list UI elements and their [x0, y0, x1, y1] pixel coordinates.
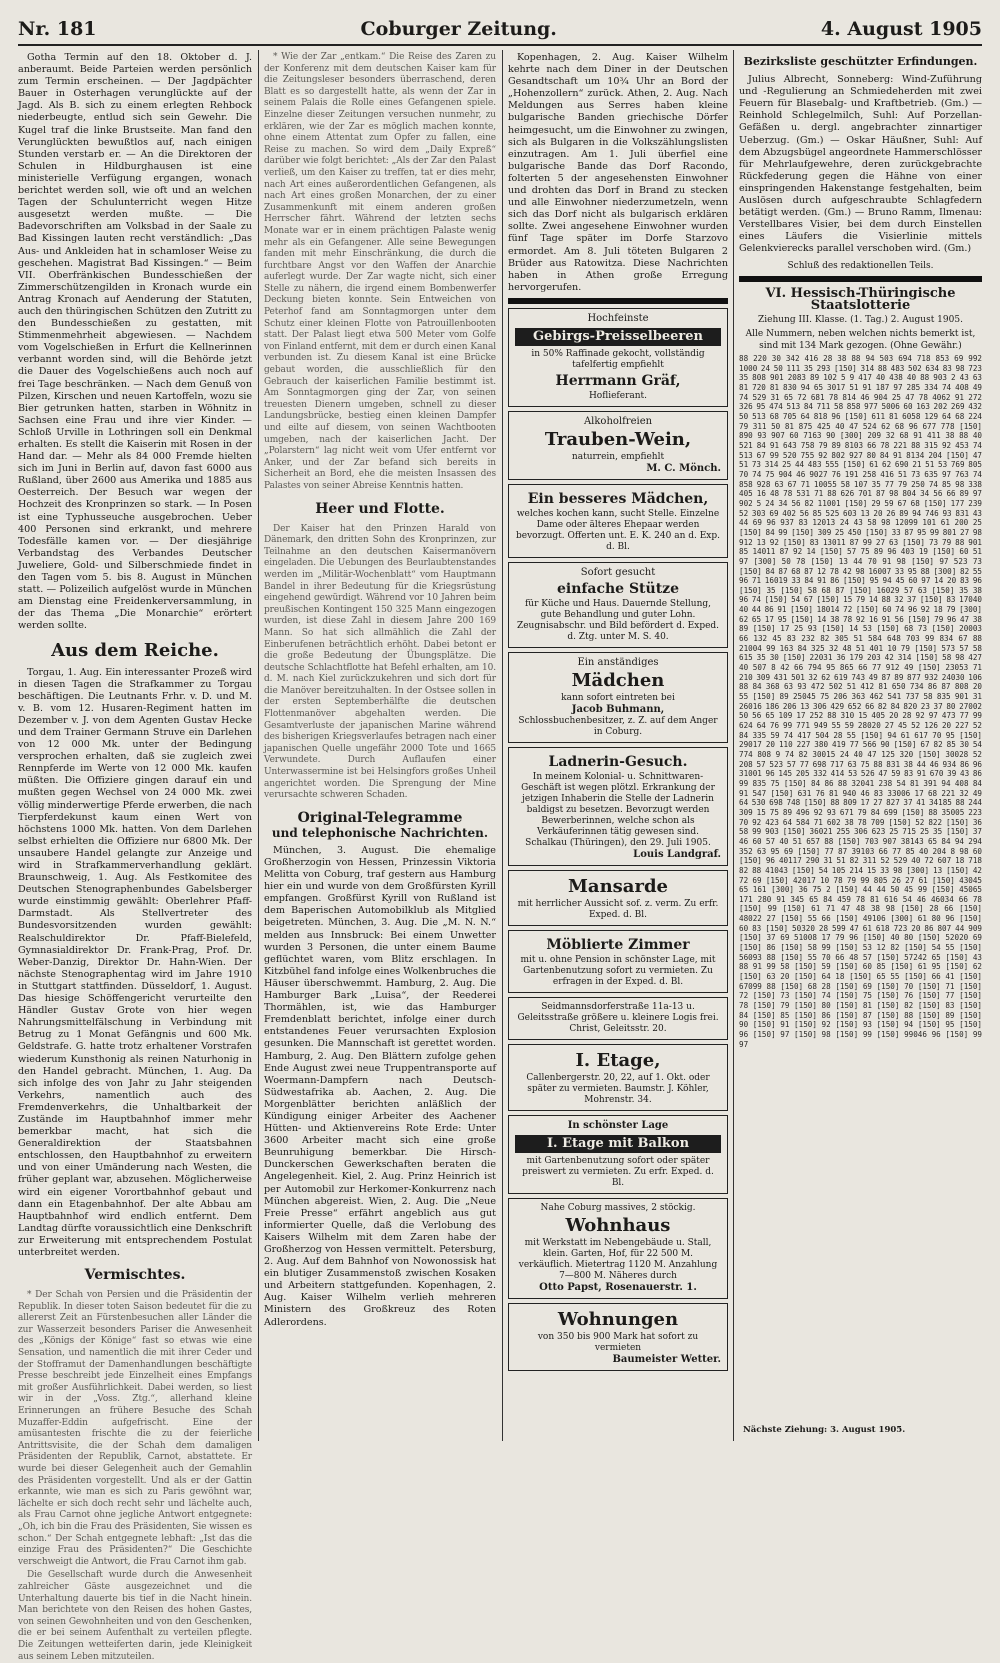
lottery-title: VI. Hessisch-Thüringische Staatslotterie — [765, 285, 956, 313]
ad-title: Wohnungen — [557, 1308, 679, 1330]
ad-text: Seidmannsdorferstraße 11a-13 u. Geleitsstraße größere u. kleinere Logis frei. Christ, Geleitsstr. 20. — [517, 1001, 719, 1034]
ad-title: Ladnerin-Gesuch. — [548, 753, 688, 770]
ad-kicker: In schönster Lage — [567, 1119, 669, 1131]
ad-maedchen-stelle — [508, 484, 728, 558]
ad-kicker: Ein anständiges — [577, 656, 659, 668]
ad-text: von 350 bis 900 Mark hat sofort zu vermieten — [537, 1331, 699, 1353]
column-4 — [739, 52, 982, 1422]
column-1 — [18, 52, 252, 1662]
ad-seller-role: Schlossbuchenbesitzer, z. Z. auf dem Anger in Coburg. — [518, 715, 718, 737]
lottery-note: Alle Nummern, neben welchen nichts bemerkt ist, sind mit 134 Mark gezogen. (Ohne Gewähr.) — [745, 328, 976, 351]
ad-kicker: Hochfeinste — [587, 312, 649, 324]
ad-logis — [508, 997, 728, 1040]
patent-list-paragraph: Julius Albrecht, Sonneberg: Wind-Zuführung und -Regulierung an Schmiedeherden mit zwei Feuern für Blasebalg- und Kraftbetrieb. (Gm.) — Reinhold Schlegelmilch, Suhl: Auf Porzellan-Gefäßen u. dergl. angebrachter zinnartiger Ueberzug. (Gm.) — Oskar Häußner, Suhl: Auf dem Abzugsbügel angeordnete Hammerschlösser für Mehrlaufgewehre, deren zurückgebrachte Rückfederung gegen die Hähne von einer einspringenden Hakenstange festgehalten, beim Auslösen durch aufgeschraubte Schlagfedern betätigt werden. (Gm.) — Bruno Ramm, Ilmenau: Verstellbares Visier, bei dem durch Einstellen eines Läufers die Visierlinie mittels Gelenkvierecks parallel verschoben wird. (Gm.) — [739, 74, 982, 255]
section-title-telegramme: Original-Telegramme — [297, 809, 463, 826]
ad-etage — [508, 1044, 728, 1111]
lottery-draw-info: Ziehung III. Klasse. (1. Tag.) 2. August 1905. — [758, 314, 963, 325]
lottery-rule — [739, 276, 982, 282]
patent-list-title: Bezirksliste geschützter Erfindungen. — [743, 55, 978, 68]
ad-seller: Herrmann Gräf, — [555, 372, 681, 389]
ad-text: mit u. ohne Pension in schönster Lage, mit Gartenbenutzung sofort zu vermieten. Zu erfragen in der Exped. d. Bl. — [520, 954, 716, 987]
ad-seller: Jacob Buhmann, — [571, 703, 665, 715]
ad-title: I. Etage, — [575, 1049, 661, 1071]
masthead-rule — [18, 44, 982, 46]
column-3 — [508, 52, 728, 1442]
ad-kicker: Nahe Coburg massives, 2 stöckig. — [540, 1202, 696, 1213]
ad-wohnhaus — [508, 1198, 728, 1299]
vermischtes-continued: Die Gesellschaft wurde durch die Anwesenheit zahlreicher Gäste ausgezeichnet und die Unterhaltung dauerte bis tief in die Nacht hinein. Man berichtete von den Reisen des hohen Gastes, von seinen Gewohnheiten und von den Geschenken, die er bei seinem Aufenthalt zu verteilen pflegte. Die Zeitungen wetteiferten darin, jede Kleinigkeit aus seinem Leben mitzuteilen. — [18, 1570, 252, 1662]
ad-text: Callenbergerstr. 20, 22, auf 1. Okt. oder später zu vermieten. Baumstr. J. Köhler, Mohrenstr. 34. — [526, 1072, 710, 1105]
ad-ladnerin — [508, 747, 728, 866]
section-title-heer: Heer und Flotte. — [315, 500, 445, 517]
ad-preisselbeeren — [508, 308, 728, 407]
section-subtitle-telegramme: und telephonische Nachrichten. — [271, 825, 489, 840]
ad-title: Mansarde — [568, 875, 668, 897]
ad-title: Ein besseres Mädchen, — [527, 490, 709, 507]
ad-product: Trauben-Wein, — [544, 428, 692, 450]
column-divider — [502, 50, 503, 1441]
ad-text: mit Werkstatt im Nebengebäude u. Stall, klein. Garten, Hof, für 22 500 M. verkäuflich. Mietertrag 1120 M. Anzahlung 7—800 M. Näheres durch — [518, 1237, 718, 1281]
ad-etage-balkon — [508, 1115, 728, 1194]
ad-text: mit Gartenbenutzung sofort oder später preiswert zu vermieten. Zu erfr. Exped. d. Bl. — [522, 1155, 714, 1188]
ad-product: Gebirgs-Preisselbeeren — [515, 328, 721, 346]
telegram-paragraph: München, 3. August. Die ehemalige Großherzogin von Hessen, Prinzessin Viktoria Melitta von Coburg, traf gestern aus Hamburg hier ein und wurde von dem Großfürsten Kyrill empfangen. Großfürst Kyrill von Rußland ist dem Baperischen Automobilklub als Mitglied beigetreten. München, 3. Aug. Die „M. N. N.“ melden aus Innsbruck: Bei einem Unwetter wurden 3 Personen, die unter einem Baume geflüchtet waren, vom Blitz erschlagen. In Kitzbühel fand infolge eines Wolkenbruches die Häuser überschwemmt. Hamburg, 2. Aug. Die Hamburger Bark „Luisa“, der Reederei Thormählen, ist, wie das Hamburger Fremdenblatt berichtet, infolge einer durch entstandenes Feuer verursachten Explosion gesunken. Die Mannschaft ist gerettet worden. Hamburg, 2. Aug. Den Blättern zufolge gehen Ende August zwei neue Truppentransporte auf Woermann-Dampfern nach Deutsch-Südwestafrika ab. Aachen, 2. Aug. Die Morgenblätter berichten anläßlich der Kündigung einiger Arbeiter des Aachener Hütten- und Aktienvereins Rote Erde: Unter 3600 Arbeiter macht sich eine große Beunruhigung bemerkbar. Die Hirsch-Dunckerschen Gewerkschaften beraten die Angelegenheit. Kiel, 2. Aug. Prinz Heinrich ist per Automobil zur Herkomer-Konkurrenz nach München abgereist. Wien, 2. Aug. Die „Neue Freie Presse“ erfährt angeblich aus gut informierter Quelle, daß die Verlobung des Kaisers Wilhelm mit dem Zaren habe der Großherzog von Hessen vermittelt. Petersburg, 2. Aug. Auf dem Bahnhof von Nowonossisk hat ein blutiger Zusammenstoß zwischen Kosaken und Arbeitern stattgefunden. Kopenhagen, 2. Aug. Kaiser Wilhelm verlieh mehreren Ministern des Großkreuz des Roten Adlerordens. — [264, 844, 496, 1328]
ad-place-date: Schalkau (Thüringen), den 29. Juli 1905. — [525, 837, 711, 848]
section-title-vermischtes: Vermischtes. — [84, 1267, 186, 1284]
ad-mansarde — [508, 870, 728, 926]
ad-seller: Baumeister Wetter. — [612, 1353, 721, 1365]
ad-kicker: Alkoholfreien — [583, 415, 653, 427]
newspaper-title: Coburger Zeitung. — [360, 18, 557, 40]
ad-seller: M. C. Mönch. — [646, 462, 721, 474]
ad-traubenwein — [508, 411, 728, 480]
next-draw-note: Nächste Ziehung: 3. August 1905. — [743, 1425, 906, 1435]
reich-paragraph: Torgau, 1. Aug. Ein interessanter Prozeß wird in diesen Tagen die Strafkammer zu Torgau beschäftigen. Die Leutnants Frhr. v. D. und M. v. B. vom 12. Husaren-Regiment hatten im Dezember v. J. von dem Agenten Gustav Hecke und dem Trainer Germann Struve ein Darlehen von 12 000 Mk. unter der Bedingung versprochen erhalten, daß sie zugleich zwei Rennpferde im Werte von 12 000 Mk. kaufen müßten. Die Offiziere gingen darauf ein und mußten gegen Wechsel von 24 000 Mk. zwei völlig minderwertige Pferde erwerben, die nach Tierpferdekunst kaum einen Wert von höchstens 1000 Mk. hatten. Von dem Darlehen selbst erhielten die Offiziere nur 6800 Mk. Der unsaubere Handel gelangte zur Anzeige und wird in Strafkammerverhandlung geklärt. Braunschweig, 1. Aug. Als Festkomitee des Deutschen Stenographenbundes Gabelsberger wurde einstimmig gewählt: Oberlehrer Pfaff-Darmstadt. Als Stellvertreter des Bundesvorsitzenden wurden gewählt: Realschuldirektor Dr. Pfaff-Bielefeld, Gymnasialdirektor Dr. Frank-Prag, Prof. Dr. Weber-Danzig, Direktor Dr. Hahn-Wien. Der nächste Stenographentag wird im Jahre 1910 in Stuttgart stattfinden. Düsseldorf, 1. August. Das hiesige Schöffengericht verurteilte den Händler Gustav Grote von hier wegen Nahrungsmittelfälschung in Verbindung mit Betrug zu 1 Monat Gefängnis und 600 Mk. Geldstrafe. G. hatte trotz erhaltener Vorstrafen wiederum Kunsthonig als reinen Naturhonig in den Handel gebracht. München, 1. Aug. Da sich infolge des von Jahr zu Jahr steigenden Verkehrs, namentlich auch des Fremdenverkehrs, die Unhaltbarkeit der Zustände im Hauptbahnhof immer mehr bemerkbar macht, hat sich die Generaldirektion der Staatsbahnen entschlossen, den Hauptbahnhof zu erweitern und von einer Umänderung nach Westen, die früher geplant war, abzusehen. Möglicherweise wird ein eigener Vorortbahnhof gebaut und dann ein Etagenbahnhof. Der alte Abbau am Hauptbahnhof wird endlich entfernt. Dem Landtag dürfte voraussichtlich eine Denkschrift zur Erweiterung mit entsprechendem Postulat unterbreitet werden. — [18, 666, 252, 1258]
ad-text: in 50% Raffinade gekocht, vollständig tafelfertig empfiehlt — [531, 348, 705, 370]
heer-paragraph: Der Kaiser hat den Prinzen Harald von Dänemark, den dritten Sohn des Kronprinzen, zur Teilnahme an den deutschen Kaisermanövern eingeladen. Die Uebungen des Beurlaubtenstandes werden im „Militär-Wochenblatt“ vom Hauptmann Bandel in ihrer Bedeutung für die Kriegsrüstung eingehend gewürdigt. Während vor 10 Jahren beim preußischen Kontingent 150 325 Mann eingezogen wurden, ist diese Zahl in diesem Jahre 200 169 Mann. So hat sich allmählich die Zahl der Einberufenen beträchtlich erhöht. Dabei betont er die große Bedeutung der Übungsplätze. Die deutsche Schlachtflotte hat Befehl erhalten, am 10. d. M. nach Kiel zurückzukehren und sich dort für die Manöver bereitzuhalten. In der Ostsee sollen in der ersten Septemberhälfte die deutschen Flottenmanöver abgehalten werden. Die Gesamtverluste der japanischen Marine während des bisherigen Kriegsverlaufes betragen nach einer japanischen Quelle ungefähr 2000 Tote und 1665 Verwundete. Durch Auflaufen einer Unterwassermine ist bei Helsingfors großes Unheil angerichtet worden. Die Sprengung der Mine verursachte schweren Schaden. — [264, 523, 496, 801]
ad-text: kann sofort eintreten bei — [561, 692, 675, 703]
ad-maedchen-buhmann — [508, 652, 728, 743]
zar-paragraph: * Wie der Zar „entkam.“ Die Reise des Zaren zu der Konferenz mit dem deutschen Kaiser kam für die Zeitungsleser besonders überraschend, deren Blatt es so dargestellt hatte, als wenn der Zar in seinem Palais die Rolle eines Gefangenen spiele. Einzelne dieser Zeitungen versuchen nunmehr, zu erklären, wie der Zar es möglich machen konnte, ohne einem Attentat zum Opfer zu fallen, eine Reise zu machen. So wird dem „Daily Expreß“ darüber wie folgt berichtet: „Als der Zar den Palast verließ, um den Kaiser zu treffen, tat er dies mehr, nach Art eines außerordentlichen Gefangenen, als nach Art eines großen Monarchen, der zu einer Zusammenkunft mit einem anderen großen Herrscher fährt. Während der letzten sechs Monate war er in einem prächtigen Palaste wenig mehr als ein Gefangener. Alle seine Bewegungen fanden mit mehr Einschränkung, die durch die furchtbare Angst vor den Waffen der Anarchie auferlegt wurde. Der Zar wagte nicht, sich einer Stelle zu nähern, die irgend einem Bombenwerfer Deckung bieten konnte. Sein Entweichen von Peterhof fand am Sonntagmorgen unter dem Schutz einer kleinen Flotte von Patrouillenbooten statt. Der Palast liegt etwa 500 Meter vom Golfe von Finland entfernt, mit dem er durch einen Kanal verbunden ist. Zu diesem Kanal ist eine Brücke gebaut worden, die ausschließlich für den Gebrauch der kaiserlichen Familie bestimmt ist. Am Sonntagmorgen ging der Zar, von seinen treuesten Dienern umgeben, schnell zu dieser Landungsbrücke, bestieg einen kleinen Dampfer und eilte auf diesem, von seinen Wachtbooten umgeben, nach der kaiserlichen Jacht. Der „Polarstern“ lag nicht weit vom Ufer entfernt vor Anker, und der Zar befand sich bereits in Sicherheit an Bord, ehe die meisten Insassen des Palastes von seiner Abreise Kenntnis hatten. — [264, 52, 496, 491]
issue-number: Nr. 181 — [18, 18, 97, 40]
editorial-end-note: Schluß des redaktionellen Teils. — [787, 260, 934, 271]
ad-title: Möblierte Zimmer — [546, 936, 690, 953]
section-title-reich: Aus dem Reiche. — [51, 639, 219, 661]
column-2 — [264, 52, 496, 1442]
ad-seller-role: Hoflieferant. — [588, 390, 648, 401]
ad-title: einfache Stütze — [556, 580, 680, 597]
ad-text: welches kochen kann, sucht Stelle. Einzelne Dame oder älteres Ehepaar werden bevorzugt. Offerten unt. E. K. 240 an d. Exp. d. Bl. — [515, 508, 720, 552]
ad-wohnungen — [508, 1303, 728, 1371]
foreign-news-paragraph: Kopenhagen, 2. Aug. Kaiser Wilhelm kehrte nach dem Diner in der Deutschen Gesandtschaft um 10¾ Uhr an Bord der „Hohenzollern“ zurück. Athen, 2. Aug. Nach Meldungen aus Serres haben kleine bulgarische Banden griechische Dörfer heimgesucht, um die Einwohner zu zwingen, sich als Bulgaren in die Volkszählungslisten einzutragen. Am 1. Juli überfiel eine bulgarische Bande das Dorf Racondo, folterten 5 der angesehensten Einwohner und drohten das Dorf in Brand zu stecken und alle Einwohner niederzumetzeln, wenn sich das Dorf nicht als bulgarisch erklären sollte. Zwei angesehene Einwohner wurden fünf Tage später im Dorfe Starzovo ermordet. Am 8. Juli töteten Bulgaren 2 Brüder aus Ratowitza. Diese Nachrichten haben in Athen große Erregung hervorgerufen. — [508, 52, 728, 293]
ad-section-rule — [508, 298, 728, 304]
ad-text: für Küche und Haus. Dauernde Stellung, gute Behandlung und guter Lohn. Zeugnisabschr. und Bild befördert d. Exped. d. Ztg. unter M. S. 40. — [516, 598, 720, 642]
ad-title: I. Etage mit Balkon — [515, 1135, 721, 1153]
ad-stuetze — [508, 562, 728, 648]
ad-text: mit herrlicher Aussicht sof. z. verm. Zu erfr. Exped. d. Bl. — [517, 898, 719, 920]
ad-text: In meinem Kolonial- u. Schnittwaren-Geschäft ist wegen plötzl. Erkrankung der jetzigen Inhaberin die Stelle der Ladnerin baldigst zu besetzen. Bevorzugt werden Bewerberinnen, welche schon als Verkäuferinnen tätig gewesen sind. — [521, 771, 715, 837]
vermischtes-paragraph: * Der Schah von Persien und die Präsidentin der Republik. In dieser toten Saison bedeutet für die zu allererst Zeit an Fürstenbesuchen aller Länder die zur Wasserzeit besonders Pariser die Anwesenheit des „Königs der Könige“ fast so etwas wie eine Sensation, und namentlich die mit ihrer Ceder und der Stofframut der Damenhandlungen beschäftigte Presse beschreibt jede Einzelheit eines Empfangs mit großer Ausführlichkeit. Dabei werden, so liest wir in der „Voss. Ztg.“, allerhand kleine Erinnerungen an frühere Besuche des Schah Muzaffer-Eddin aufgefrischt. Eine der amüsantesten frischte die zu der feierliche Antrittsvisite, die der Schah dem damaligen Präsidenten der Republik, Carnot, abstattete. Er wurde bei dieser Gelegenheit auch der Gemahlin des Präsidenten vorgestellt. Und als er der Gattin erkannte, wie man es sich zu Paris gewöhnt war, lächelte er sich doch recht sehr und lächelte auch, als Frau Carnot ohne jegliche Antwort entgegnete: „Oh, ich bin die Frau des Präsidenten, Sie wissen es schon.“ Der Schah entgegnete lebhaft: „Ist das die einzige Frau des Präsidenten?“ Die Geschichte verschweigt die Antwort, die Frau Carnot ihm gab. — [18, 1290, 252, 1567]
ad-seller: Otto Papst, Rosenauerstr. 1. — [539, 1281, 697, 1293]
ad-seller: Louis Landgraf. — [633, 848, 721, 860]
ad-text: naturrein, empfiehlt — [571, 451, 665, 462]
column-divider — [733, 50, 734, 1441]
local-news-paragraph: Gotha Termin auf den 18. Oktober d. J. anberaumt. Beide Parteien werden persönlich zum Termin erscheinen. — Der Jagdpächter Bauer in Osterhagen verunglückte auf der Jagd. Als B. sich zu einem erlegten Rehbock niederbeugte, entlud sich sein Gewehr. Die Kugel traf die linke Brustseite. Man fand den Verunglückten bewußtlos auf, nach einigen Stunden verstarb er. — An die Direktoren der Schulen in Hildburghausen ist eine ministerielle Verfügung ergangen, wonach berichtet werden soll, wie oft und an welchen Tagen der Schulunterricht wegen Hitze ausgesetzt werden mußte. — Die Badevorschriften am Volksbad in der Saale zu Bad Kissingen lauten recht verständlich: „Das Aus- und Ankleiden hat in schamloser Weise zu geschehen. Magistrat Bad Kissingen.“ — Beim VII. Oberfränkischen Bundesschießen der Zimmerschützengilden in Kronach wurde ein Antrag Kronach auf Aenderung der Statuten, auch den thüringischen Schützen den Zutritt zu den Bundesschießen zu gestatten, mit Stimmenmehrheit abgewiesen. — Nachdem vom Vogelschießen in Erfurt die Kellnerinnen verbannt worden sind, will die Behörde jetzt die Dauer des Vogelschießens auch noch auf frei Tage beschränken. — Nach dem Genuß von Pilzen, Kirschen und neuen Kartoffeln, wozu sie Bier getrunken hatten, starben in Wöhnitz in Sachsen eine Frau und ihre vier Kinder. — Schloß Urville in Lothringen soll ein Denkmal erhalten. Es stellt die Kaiserin mit Rosen in der Hand dar. — Mehr als 84 000 Fremde hielten sich im Juni in Berlin auf, davon fast 6000 aus Rußland, über 2600 aus Amerika und 1885 aus Oesterreich. Der Besuch war wegen der Hochzeit des Kronprinzen so stark. — In Posen ist eine Typhusseuche ausgebrochen. Ueber 400 Personen sind erkrankt, und mehrere Todesfälle kamen vor. — Der diesjährige Verbandstag des Verbandes Deutscher Juweliere, Gold- und Silberschmiede findet in den Tagen vom 5. bis 8. August in München statt. — Polizeilich aufgelöst wurde in München am Dienstag eine Freidenkerversammlung, in der das Thema „Die Monarchie“ erörtert werden sollte. — [18, 52, 252, 632]
column-divider — [258, 50, 259, 1441]
issue-date: 4. August 1905 — [820, 18, 982, 40]
lottery-numbers: 88 220 30 342 416 28 38 88 94 503 694 718 853 69 992 1000 24 50 111 35 293 [150] 314 88 483 502 634 83 98 723 35 808 901 2083 89 102 5 9 417 40 438 40 88 903 2 43 63 81 720 81 830 94 65 3017 51 91 187 97 285 334 74 408 49 74 529 31 65 72 681 78 814 46 904 25 47 78 4062 91 272 326 95 474 513 84 711 58 858 977 5006 60 163 202 269 432 50 513 68 705 64 818 96 [150] 611 81 6058 129 64 68 224 79 311 50 81 875 425 40 47 524 62 68 96 677 778 [150] 890 93 907 60 7163 90 [300] 209 32 68 91 411 38 88 40 521 84 91 643 758 79 89 8103 66 78 221 88 315 92 453 74 513 67 99 520 755 92 802 927 80 84 91 8134 204 [150] 47 51 73 314 25 44 483 555 [150] 61 62 690 21 51 53 769 805 70 74 75 904 46 9027 76 191 258 416 51 73 635 97 763 74 858 928 63 67 71 10055 58 107 35 77 79 250 74 85 98 338 405 16 48 78 531 71 88 626 701 87 98 804 34 56 66 89 97 902 5 24 34 56 82 11001 [150] 29 59 67 68 [150] 177 239 52 303 69 402 56 85 525 603 13 20 26 89 94 746 93 831 43 44 69 96 937 83 12013 24 43 58 98 12099 101 61 200 25 [150] 84 99 [150] 309 25 450 [150] 33 87 95 99 801 27 98 912 13 92 [150] 83 13011 87 99 27 63 [150] 73 79 88 901 85 14011 87 92 14 [150] 57 75 89 96 403 19 [150] 60 51 97 [300] 50 78 [150] 13 44 70 91 98 [150] 97 523 73 [150] 84 87 68 87 12 78 42 98 16007 33 95 88 [300] 82 55 96 71 16019 33 84 91 86 [150] 95 94 45 60 97 14 20 83 96 [150] 35 [150] 58 68 87 [150] 16029 57 63 [150] 35 38 96 74 [150] 54 67 [150] 15 79 14 88 32 37 [150] 83 17040 40 44 86 91 [150] 18014 72 [150] 60 74 96 92 18 79 [300] 62 65 17 95 [150] 14 38 78 92 16 91 56 [150] 79 96 47 38 89 [150] 17 25 93 [150] 14 53 [150] 68 73 [150] 20003 66 132 45 83 232 82 305 51 584 648 703 99 834 67 88 21004 99 163 84 325 32 48 51 401 10 79 [150] 573 57 58 615 35 30 [150] 22031 36 179 203 42 314 [150] 58 98 427 40 507 8 42 66 794 95 865 66 77 912 49 [150] 23053 71 210 309 431 501 32 62 619 743 49 87 89 877 932 24030 106 88 84 368 63 93 472 502 51 412 81 650 734 86 87 808 20 55 [150] 89 25045 75 206 363 462 541 737 58 835 901 31 26016 186 206 13 306 429 652 66 82 84 820 23 37 80 27002 50 56 65 109 17 252 88 310 15 405 20 28 92 97 473 77 99 624 64 76 99 771 949 55 59 28020 27 45 52 126 20 227 52 84 335 59 74 417 504 28 55 [150] 94 61 617 70 95 [150] 29017 20 110 227 380 419 77 566 90 [150] 67 82 85 30 54 774 808 9 74 82 30015 24 40 47 125 320 [150] 30028 52 208 57 523 57 77 698 717 63 75 88 831 38 44 46 934 86 96 31001 96 145 205 332 414 53 526 47 59 83 91 670 39 43 86 99 835 75 [150] 84 86 88 32041 238 54 81 391 94 408 84 91 547 [150] 631 76 81 940 46 83 33006 17 68 221 32 49 64 530 698 748 [150] 88 809 17 27 827 37 41 34185 88 244 309 15 75 89 496 92 93 671 79 84 699 [150] 88 35005 223 70 92 423 64 584 71 602 38 78 709 [150] 52 822 [150] 36 58 99 903 [150] 36021 255 306 623 25 715 25 35 [150] 37 46 60 57 40 51 657 88 [150] 703 907 38143 65 84 94 294 352 63 95 69 [150] 77 87 39103 66 77 85 40 204 8 98 60 [150] 96 40117 290 31 51 82 311 52 529 40 72 607 18 718 82 88 41043 [150] 54 105 214 15 33 98 [300] 13 [150] 42 72 69 [150] 42017 10 78 79 99 805 26 27 61 [150] 43045 65 161 [300] 36 75 2 [150] 44 44 50 45 99 [150] 45065 171 280 91 345 65 84 459 78 81 616 54 46 46034 66 78 [150] 99 [150] 61 71 47 48 38 98 [150] 28 66 [150] 48022 27 [150] 55 66 [150] 49106 [300] 61 80 96 [150] 60 83 [150] 50320 28 599 47 61 618 723 20 86 807 44 909 [150] 37 69 51008 17 79 96 [150] 40 80 [150] 52020 69 [150] 86 [150] 58 99 [150] 53 12 82 [150] 54 55 [150] 56093 88 [150] 55 70 66 48 57 [150] 57242 65 [150] 43 88 91 99 58 [150] 59 [150] 60 85 [150] 61 95 [150] 62 [150] 63 20 [150] 64 18 [150] 65 55 [150] 66 41 [150] 67099 88 [150] 68 28 [150] 69 [150] 70 [150] 71 [150] 72 [150] 73 [150] 74 [150] 75 [150] 76 [150] 77 [150] 78 [150] 79 [150] 80 [150] 81 [150] 82 [150] 83 [150] 84 [150] 85 [150] 86 [150] 87 [150] 88 [150] 89 [150] 90 [150] 91 [150] 92 [150] 93 [150] 94 [150] 95 [150] 96 [150] 97 [150] 98 [150] 99 [150] 99046 96 [150] 99 97 — [739, 354, 982, 1049]
ad-kicker: Sofort gesucht — [580, 566, 656, 578]
ad-moeblierte-zimmer — [508, 930, 728, 993]
ad-title: Wohnhaus — [565, 1214, 671, 1236]
masthead — [18, 6, 982, 40]
ad-title: Mädchen — [571, 669, 665, 691]
